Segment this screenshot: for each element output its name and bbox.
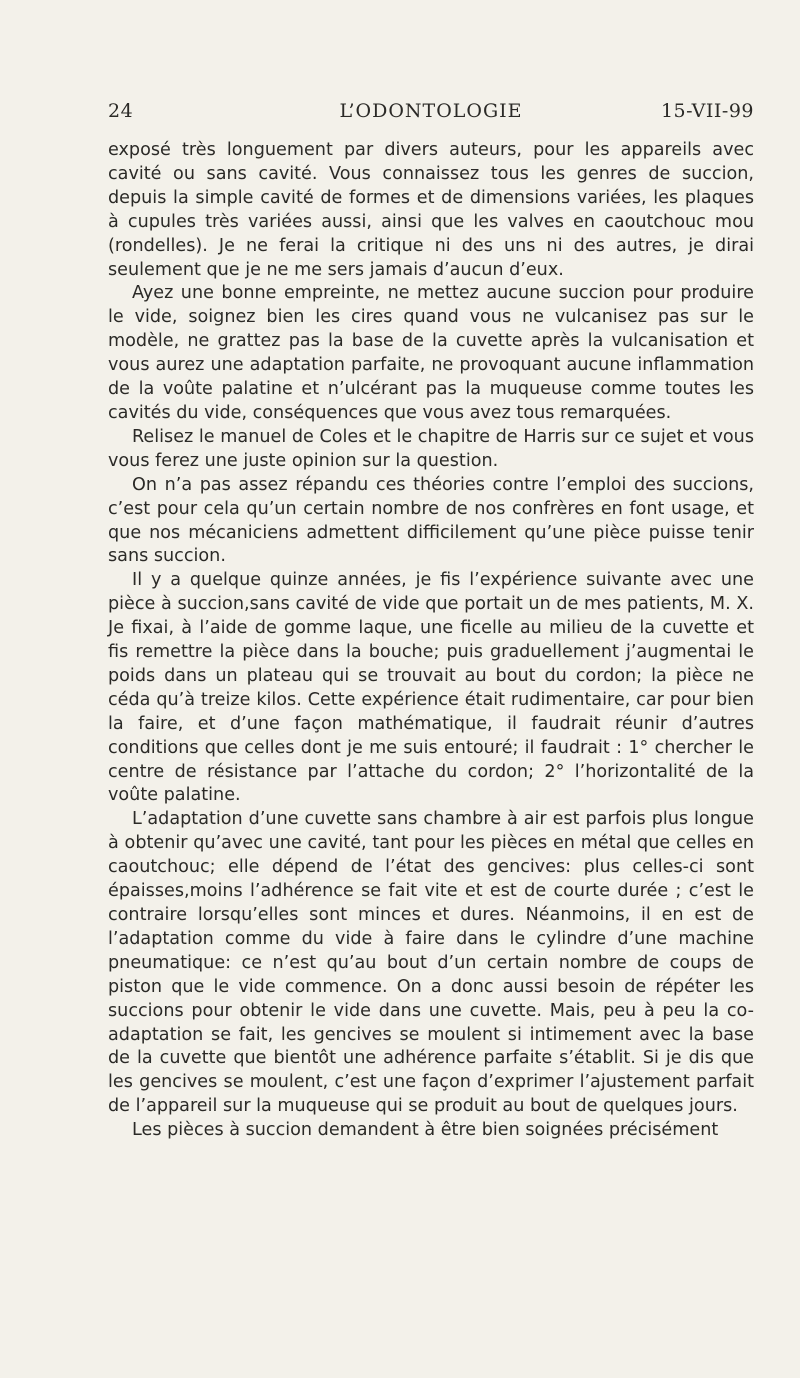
journal-title: L’ODONTOLOGIE [339,100,523,122]
running-header [108,100,754,126]
issue-date: 15-VII-99 [660,100,754,122]
paragraph: exposé très longuement par divers auteurs, pour les appareils avec cavité ou sans cavité. Vous connaissez tous les genres de succion, depuis la simple cavité de formes et de dimensions variées, les plaques à cupules très variées aussi, ainsi que les valves en caoutchouc mou (rondelles). Je ne ferai la critique ni des uns ni des autres, je dirai seulement que je ne me sers jamais d’aucun d’eux. [108,140,754,280]
body-text [108,139,754,1143]
paragraph: Il y a quelque quinze années, je fis l’expérience suivante avec une pièce à succion,sans cavité de vide que portait un de mes patients, M. X. Je fixai, à l’aide de gomme laque, une ficelle au milieu de la cuvette et fis remettre la pièce dans la bouche; puis graduellement j’augmentai le poids dans un plateau qui se trouvait au bout du cordon; la pièce ne céda qu’à treize kilos. Cette expérience était rudimentaire, car pour bien la faire, et d’une façon mathématique, il faudrait réunir d’autres conditions que celles dont je me suis entouré; il faudrait : 1° chercher le centre de résistance par l’attache du cordon; 2° l’horizontalité de la voûte palatine. [108,570,754,806]
paragraph: L’adaptation d’une cuvette sans chambre à air est parfois plus longue à obtenir qu’avec une cavité, tant pour les pièces en métal que celles en caoutchouc; elle dépend de l’état des gencives: plus celles-ci sont épaisses,moins l’adhérence se fait vite et est de courte durée ; c’est le contraire lorsqu’elles sont minces et dures. Néanmoins, il en est de l’adaptation comme du vide à faire dans le cylindre d’une machine pneumatique: ce n’est qu’au bout d’un certain nombre de coups de piston que le vide commence. On a donc aussi besoin de répéter les succions pour obtenir le vide dans une cuvette. Mais, peu à peu la co-adaptation se fait, les gencives se moulent si intimement avec la base de la cuvette que bientôt une adhérence parfaite s’établit. Si je dis que les gencives se moulent, c’est une façon d’exprimer l’ajustement parfait de l’appareil sur la muqueuse qui se produit au bout de quelques jours. [108,809,754,1117]
page-number: 24 [108,100,134,122]
paragraph: Relisez le manuel de Coles et le chapitre de Harris sur ce sujet et vous vous ferez une juste opinion sur la question. [108,426,754,471]
paragraph: Ayez une bonne empreinte, ne mettez aucune succion pour produire le vide, soignez bien les cires quand vous ne vulcanisez pas sur le modèle, ne grattez pas la base de la cuvette après la vulcanisation et vous aurez une adaptation parfaite, ne provoquant aucune inflammation de la voûte palatine et n’ulcérant pas la muqueuse comme toutes les cavités du vide, conséquences que vous avez tous remarquées. [108,283,754,423]
paragraph: On n’a pas assez répandu ces théories contre l’emploi des succions, c’est pour cela qu’un certain nombre de nos confrères en font usage, et que nos mécaniciens admettent difficilement qu’une pièce puisse tenir sans succion. [108,474,754,567]
paragraph: Les pièces à succion demandent à être bien soignées précisément [132,1120,719,1141]
